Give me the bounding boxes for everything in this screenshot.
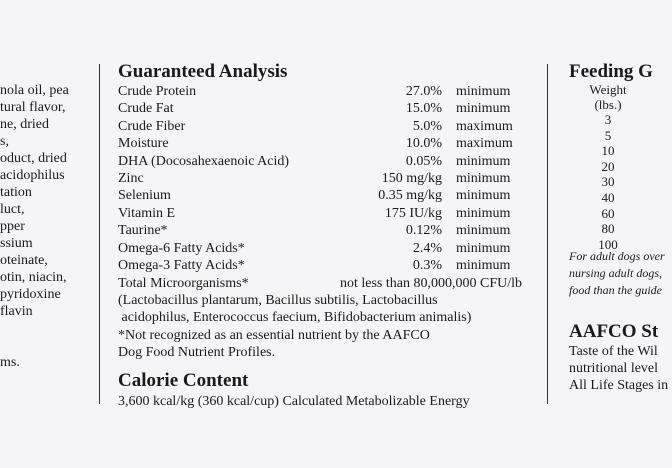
nutrient-name: Omega-3 Fatty Acids* xyxy=(118,258,245,273)
nutrient-value: 150 mg/kg xyxy=(381,171,442,186)
nutrient-name: DHA (Docosahexaenoic Acid) xyxy=(118,153,290,169)
nutrient-name: Selenium xyxy=(118,188,171,204)
nutrient-qualifier: minimum xyxy=(456,188,511,204)
nutrient-qualifier: minimum xyxy=(456,240,511,256)
column-divider-left xyxy=(99,64,100,404)
calorie-content-title: Calorie Content xyxy=(118,370,249,391)
nutrient-qualifier: minimum xyxy=(456,153,511,169)
ingredients-fragment xyxy=(0,82,96,382)
nutrient-value: 15.0% xyxy=(405,101,442,117)
nutrient-value: 2.4% xyxy=(412,240,442,256)
nutrient-value: 0.35 mg/kg xyxy=(378,188,442,204)
calorie-content-text: 3,600 kcal/kg (360 kcal/cup) Calculated Metabolizable Energy xyxy=(118,394,470,409)
weight-value: 40 xyxy=(601,190,615,205)
weight-value: 60 xyxy=(601,205,615,221)
analysis-row xyxy=(118,205,528,222)
ingredient-fragment-line: pyridoxine xyxy=(0,287,61,302)
weight-value: 20 xyxy=(601,158,615,174)
aafco-line-3: All Life Stages in xyxy=(569,378,669,393)
nutrient-value: 5.0% xyxy=(412,118,442,134)
nutrient-name: Vitamin E xyxy=(118,205,176,221)
nutrient-qualifier: minimum xyxy=(456,101,511,117)
ingredient-fragment-line: oteinate, xyxy=(0,253,48,268)
ingredient-fragment-line: tation xyxy=(0,185,32,200)
aafco-title: AAFCO St xyxy=(569,321,659,342)
analysis-row xyxy=(118,222,528,239)
nutrient-value: 27.0% xyxy=(405,84,442,99)
nutrient-qualifier: minimum xyxy=(456,223,511,239)
nutrient-value: 175 IU/kg xyxy=(384,205,442,221)
ingredient-fragment-line: ssium xyxy=(0,236,33,251)
ingredient-fragment-line: acidophilus xyxy=(0,168,65,183)
analysis-row xyxy=(118,187,528,204)
nutrient-value: 0.3% xyxy=(412,258,442,273)
nutrient-name: Zinc xyxy=(118,171,144,186)
weight-value: 100 xyxy=(598,236,618,252)
analysis-row xyxy=(118,118,528,135)
footnote-1: *Not recognized as an essential nutrient by the AAFCO xyxy=(118,328,430,343)
analysis-row xyxy=(118,100,528,117)
analysis-row xyxy=(118,240,528,257)
analysis-row xyxy=(118,257,528,274)
weight-value: 3 xyxy=(604,112,612,127)
nutrient-qualifier: minimum xyxy=(456,84,511,99)
nutrient-name: Moisture xyxy=(118,136,169,152)
nutrient-name: Crude Protein xyxy=(118,84,197,99)
ingredient-fragment-line: nola oil, pea xyxy=(0,83,69,98)
nutrient-qualifier: maximum xyxy=(456,118,513,134)
weight-value: 30 xyxy=(601,174,615,190)
nutrient-qualifier: maximum xyxy=(456,136,513,152)
footnote-2: Dog Food Nutrient Profiles. xyxy=(118,345,276,360)
ingredient-fragment-line: oduct, dried xyxy=(0,151,67,166)
micro-detail-1: (Lactobacillus plantarum, Bacillus subtilis, Lactobacillus xyxy=(118,293,438,308)
ingredient-fragment-line: flavin xyxy=(0,304,33,319)
nutrient-qualifier: minimum xyxy=(456,205,511,221)
nutrient-value: 0.05% xyxy=(405,153,442,169)
nutrient-qualifier: minimum xyxy=(456,171,511,186)
nutrient-name: Omega-6 Fatty Acids* xyxy=(118,240,245,256)
ingredient-fragment-line: pper xyxy=(0,219,25,234)
weight-value: 5 xyxy=(604,127,612,143)
nutrient-name: Crude Fiber xyxy=(118,118,186,134)
analysis-row xyxy=(118,170,528,187)
weight-header-1: Weight xyxy=(589,82,627,97)
micro-name: Total Microorganisms* xyxy=(118,276,249,291)
ingredient-fragment-line: s, xyxy=(0,134,9,149)
nutrient-value: 10.0% xyxy=(405,136,442,152)
feeding-guide-title: Feeding G xyxy=(569,61,653,82)
feeding-note-1: For adult dogs over xyxy=(569,249,665,263)
ingredient-fragment-line: tural flavor, xyxy=(0,100,66,115)
nutrient-qualifier: minimum xyxy=(456,258,511,273)
guaranteed-analysis-title: Guaranteed Analysis xyxy=(118,61,288,82)
weight-value: 80 xyxy=(601,221,615,237)
micro-value: not less than 80,000,000 CFU/lb xyxy=(339,276,522,291)
feeding-note-2: nursing adult dogs, xyxy=(569,266,663,280)
nutrient-name: Crude Fat xyxy=(118,101,174,117)
weight-value: 10 xyxy=(601,143,615,159)
micro-detail-2: acidophilus, Enterococcus faecium, Bifidobacterium animalis) xyxy=(118,310,472,325)
ingredient-fragment-line: ms. xyxy=(0,355,20,370)
nutrient-name: Taurine* xyxy=(118,223,168,239)
feeding-note-3: food than the guide xyxy=(569,283,662,297)
analysis-row xyxy=(118,83,528,100)
ingredient-fragment-line: ne, dried xyxy=(0,117,49,132)
micro-row xyxy=(118,275,528,292)
weight-header-2: (lbs.) xyxy=(594,97,622,112)
aafco-line-2: nutritional level xyxy=(569,361,659,376)
ingredient-fragment-line: luct, xyxy=(0,202,25,217)
aafco-line-1: Taste of the Wil xyxy=(569,344,658,359)
ingredient-fragment-line: otin, niacin, xyxy=(0,270,67,285)
nutrient-value: 0.12% xyxy=(405,223,442,239)
column-divider-right xyxy=(547,64,548,404)
analysis-row xyxy=(118,135,528,152)
analysis-row xyxy=(118,153,528,170)
